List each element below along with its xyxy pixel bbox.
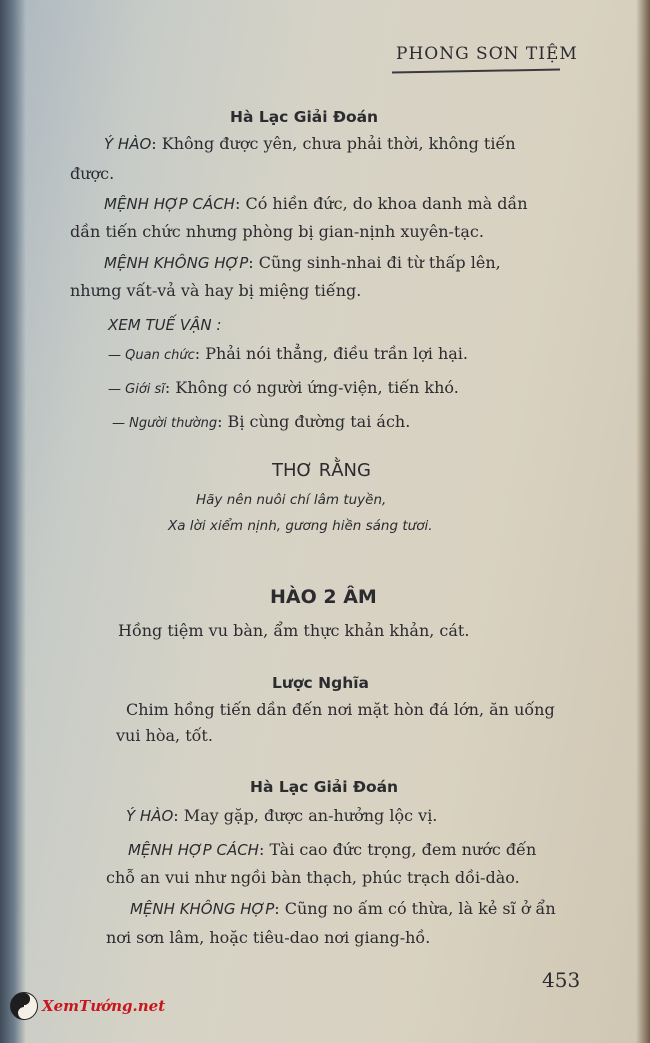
menh-hop-line-2 — [128, 840, 536, 859]
luoc-nghia-heading: Lược Nghĩa — [272, 674, 370, 692]
y-hao-label: Ý HÀO — [126, 807, 174, 825]
logo-text: XemTướng.net — [42, 997, 166, 1015]
tue-van-item-nguoi-thuong — [112, 412, 410, 431]
tue-van-item-label: — Giới sĩ — [108, 382, 165, 397]
luoc-nghia-text: Chim hồng tiến dần đến nơi mặt hòn đá lớn, ăn uống — [126, 700, 555, 719]
menh-khong-text: : Cũng sinh-nhai đi từ thấp lên, — [248, 253, 501, 272]
y-hao-line — [104, 134, 516, 153]
y-hao-continuation: được. — [70, 164, 115, 183]
y-hao-line-2 — [126, 806, 437, 825]
page-number: 453 — [542, 968, 581, 992]
menh-khong-line-2 — [130, 899, 556, 918]
menh-hop-continuation-2: chỗ an vui như ngồi bàn thạch, phúc trạch dồi-dào. — [106, 868, 520, 887]
hao-2-am-heading: HÀO 2 ÂM — [270, 586, 377, 608]
poem-line-1: Hãy nên nuôi chí lâm tuyền, — [196, 492, 387, 508]
menh-hop-text: : Tài cao đức trọng, đem nước đến — [258, 840, 537, 859]
tue-van-item-label: — Người thường — [112, 416, 218, 431]
menh-khong-label: MỆNH KHÔNG HỢP — [104, 254, 249, 272]
poem-heading: THƠ RẰNG — [272, 460, 371, 481]
luoc-nghia-continuation: vui hòa, tốt. — [116, 726, 213, 745]
header-rule — [392, 69, 560, 74]
tue-van-item-gioi-si — [108, 378, 459, 397]
running-header: PHONG SƠN TIỆM — [396, 44, 578, 64]
site-logo[interactable] — [10, 992, 165, 1020]
y-hao-text: : Không được yên, chưa phải thời, không tiến — [151, 134, 516, 153]
y-hao-text: : May gặp, được an-hưởng lộc vị. — [173, 806, 438, 825]
xem-tue-van-label: XEM TUẾ VẬN : — [108, 316, 222, 334]
y-hao-label: Ý HÀO — [104, 135, 152, 153]
menh-hop-line — [104, 194, 528, 213]
tue-van-item-quan-chuc — [108, 344, 468, 363]
tue-van-item-text: : Không có người ứng-viện, tiến khó. — [164, 378, 459, 397]
section-heading-ha-lac: Hà Lạc Giải Đoán — [230, 108, 379, 126]
menh-khong-text: : Cũng no ấm có thừa, là kẻ sĩ ở ẩn — [274, 899, 556, 918]
menh-khong-label: MỆNH KHÔNG HỢP — [130, 900, 275, 918]
menh-hop-label: MỆNH HỢP CÁCH — [104, 195, 235, 213]
menh-khong-continuation-2: nơi sơn lâm, hoặc tiêu-dao nơi giang-hồ. — [106, 928, 431, 947]
menh-hop-label: MỆNH HỢP CÁCH — [128, 841, 259, 859]
section-heading-ha-lac-2: Hà Lạc Giải Đoán — [250, 778, 399, 796]
menh-hop-continuation: dần tiến chức nhưng phòng bị gian-nịnh xuyên-tạc. — [70, 222, 484, 241]
menh-hop-text: : Có hiền đức, do khoa danh mà dần — [234, 194, 528, 213]
menh-khong-continuation: nhưng vất-vả và hay bị miệng tiếng. — [70, 281, 362, 300]
tue-van-item-text: : Phải nói thẳng, điều trần lợi hại. — [194, 344, 469, 363]
hao-2-am-text: Hồng tiệm vu bàn, ẩm thực khản khản, cát. — [118, 621, 470, 640]
tue-van-item-text: : Bị cùng đường tai ách. — [217, 412, 411, 431]
tue-van-item-label: — Quan chức — [108, 348, 195, 363]
menh-khong-line — [104, 253, 501, 272]
poem-line-2: Xa lời xiểm nịnh, gương hiền sáng tươi. — [168, 518, 433, 534]
yin-yang-icon — [10, 992, 38, 1020]
